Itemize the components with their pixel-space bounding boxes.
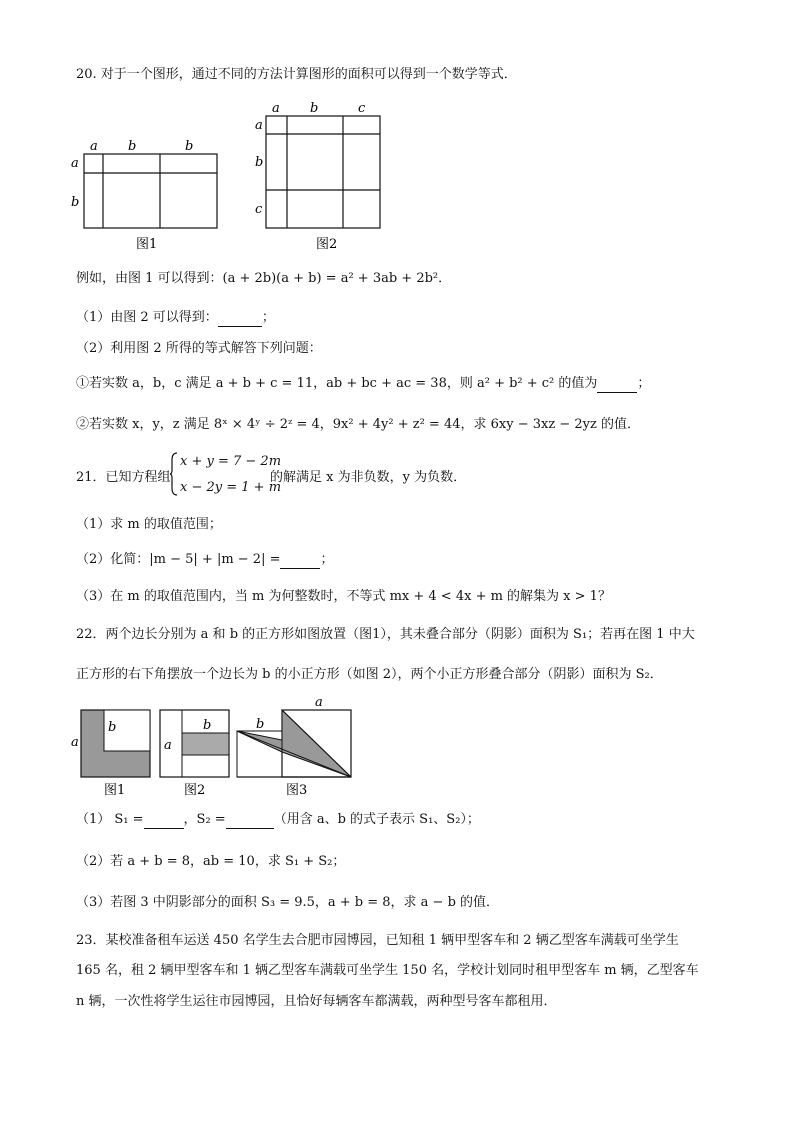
q21-part2-text: （2）化简：|m − 5| + |m − 2| = xyxy=(76,552,281,567)
q21-lead: 21．已知方程组 xyxy=(76,470,171,485)
q22-part3: （3）若图 3 中阴影部分的面积 S₃ = 9.5，a + b = 8，求 a − b 的值． xyxy=(76,895,500,910)
q23-line3: n 辆，一次性将学生运往市园博园，且恰好每辆客车都满载，两种型号客车都租用． xyxy=(76,994,557,1009)
q22-part1-note: （用含 a、b 的式子表示 S₁、S₂）； xyxy=(273,812,480,827)
fig1-left-label-a: a xyxy=(71,156,79,171)
q20-stem: 20. 对于一个图形，通过不同的方法计算图形的面积可以得到一个数学等式． xyxy=(76,67,517,82)
q22-fig1-label-b: b xyxy=(108,720,117,735)
fig2-left-label-c: c xyxy=(255,202,263,217)
q21-part2-end: ； xyxy=(320,552,334,567)
q22-line2: 正方形的右下角摆放一个边长为 b 的小正方形（如图 2），两个小正方形叠合部分（阴影）面积为 S₂． xyxy=(76,667,663,682)
q20-figure-1 xyxy=(66,136,226,254)
q22-fig3-caption: 图3 xyxy=(286,783,308,798)
q22-figure-2 xyxy=(150,708,240,800)
fig2-top-label-c: c xyxy=(358,101,366,116)
q22-fig2-caption: 图2 xyxy=(184,783,206,798)
q22-line1: 22．两个边长分别为 a 和 b 的正方形如图放置（图1），其未叠合部分（阴影）面积为 S₁；若再在图 1 中大 xyxy=(76,627,695,642)
q22-figure-1 xyxy=(66,708,156,800)
q20-part1 xyxy=(76,309,275,327)
fig1-caption: 图1 xyxy=(136,237,158,252)
q20-part2: （2）利用图 2 所得的等式解答下列问题： xyxy=(76,341,322,356)
q20-part2a-answer-blank[interactable] xyxy=(597,380,637,393)
q22-fig3-label-b: b xyxy=(256,717,265,732)
fig2-caption: 图2 xyxy=(316,237,338,252)
q21-tail: 的解满足 x 为非负数，y 为负数． xyxy=(270,470,467,485)
q22-fig1-caption: 图1 xyxy=(104,783,126,798)
q20-part1-answer-blank[interactable] xyxy=(218,314,262,327)
fig2-left-label-a: a xyxy=(255,118,263,133)
q22-part1-s1: （1） S₁ = xyxy=(76,812,144,827)
q22-fig1-label-a: a xyxy=(71,735,79,750)
q22-fig3-label-a: a xyxy=(315,695,323,710)
q22-s2-answer-blank[interactable] xyxy=(226,816,274,829)
fig1-top-label-a: a xyxy=(90,139,98,154)
q21-part2 xyxy=(76,551,334,569)
q21-system-brace xyxy=(170,452,178,496)
q21-part2-answer-blank[interactable] xyxy=(280,556,320,569)
q22-fig2-label-b: b xyxy=(203,718,212,733)
q20-part1-text: （1）由图 2 可以得到： xyxy=(76,310,218,325)
fig1-top-label-b2: b xyxy=(185,139,194,154)
q21-part1: （1）求 m 的取值范围； xyxy=(76,517,222,532)
q20-part2a-text: ①若实数 a，b，c 满足 a + b + c = 11，ab + bc + ac = 38，则 a² + b² + c² 的值为 xyxy=(76,376,598,391)
q22-figure-3 xyxy=(234,694,358,800)
q21-part3: （3）在 m 的取值范围内，当 m 为何整数时，不等式 mx + 4 < 4x + m 的解集为 x > 1？ xyxy=(76,589,611,604)
q20-part1-end: ； xyxy=(261,310,275,325)
q23-line1: 23．某校准备租车运送 450 名学生去合肥市园博园，已知租 1 辆甲型客车和 2 辆乙型客车满载可坐学生 xyxy=(76,933,679,948)
q22-part1 xyxy=(76,811,480,829)
q20-part2a xyxy=(76,375,650,393)
fig2-top-label-a: a xyxy=(272,101,280,116)
q21-equation-1: x + y = 7 − 2m xyxy=(180,454,282,469)
q20-figure-2 xyxy=(250,98,390,254)
fig2-left-label-b: b xyxy=(255,155,264,170)
fig2-top-label-b: b xyxy=(310,101,319,116)
q21-equation-2: x − 2y = 1 + m xyxy=(180,480,282,495)
q22-part2: （2）若 a + b = 8，ab = 10，求 S₁ + S₂； xyxy=(76,854,346,869)
q20-example: 例如，由图 1 可以得到：(a + 2b)(a + b) = a² + 3ab + 2b²． xyxy=(76,271,452,286)
q20-part2a-end: ； xyxy=(637,376,651,391)
q22-fig2-label-a: a xyxy=(164,738,172,753)
fig1-left-label-b: b xyxy=(71,195,80,210)
q23-line2: 165 名，租 2 辆甲型客车和 1 辆乙型客车满载可坐学生 150 名，学校计划同时租甲型客车 m 辆，乙型客车 xyxy=(76,963,699,978)
q22-s1-answer-blank[interactable] xyxy=(144,816,184,829)
q22-part1-s2: ，S₂ = xyxy=(183,812,226,827)
fig1-top-label-b1: b xyxy=(128,139,137,154)
q20-part2b: ②若实数 x，y，z 满足 8ˣ × 4ʸ ÷ 2ᶻ = 4，9x² + 4y² + z² = 44，求 6xy − 3xz − 2yz 的值． xyxy=(76,417,640,432)
